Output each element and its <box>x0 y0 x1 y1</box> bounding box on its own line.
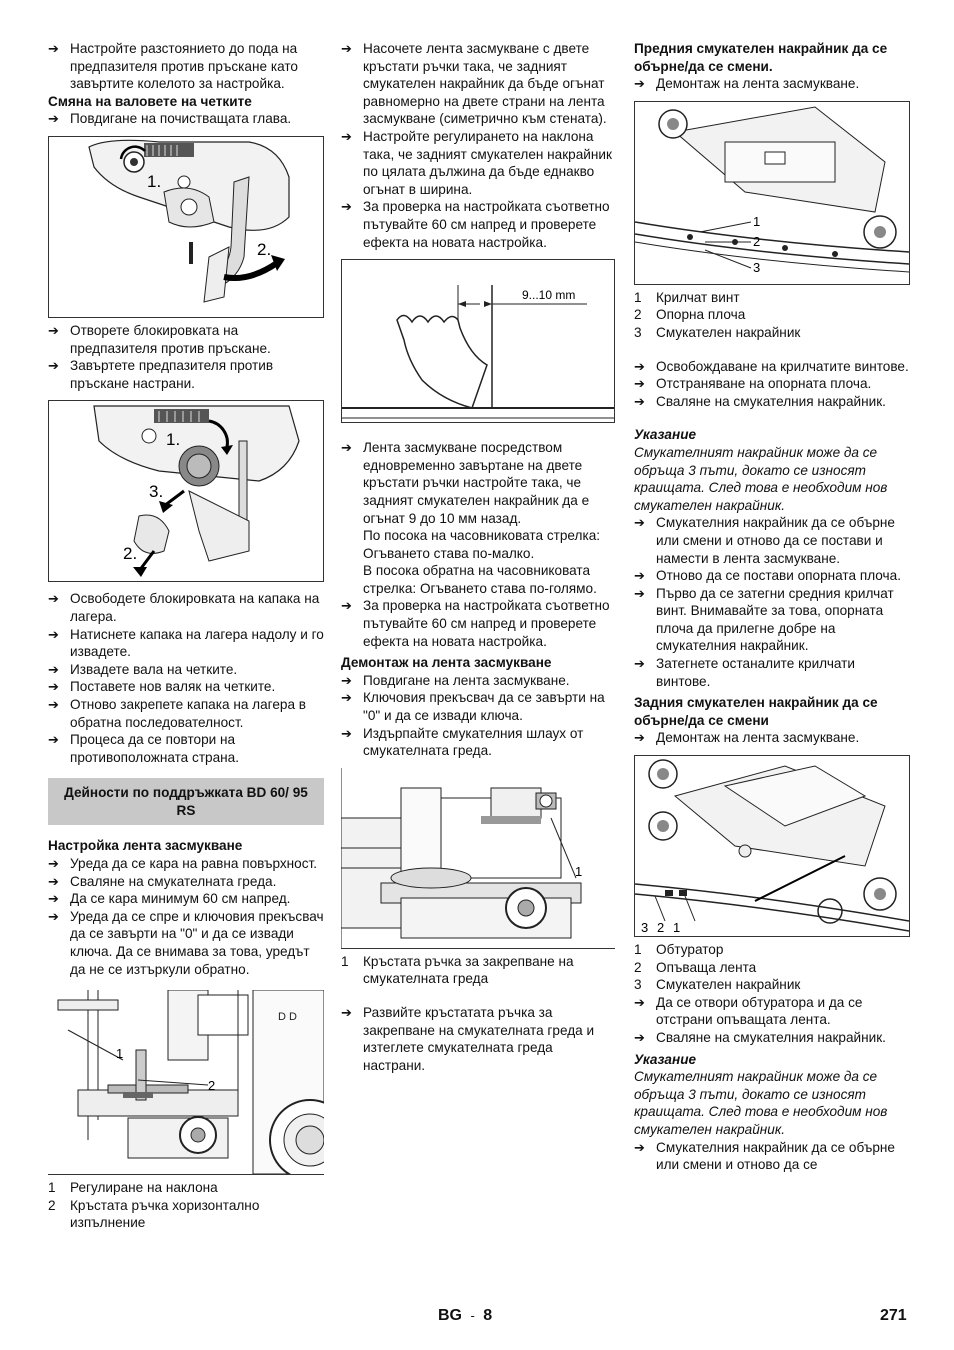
legend-item: 2 Опъваща лента <box>634 959 757 975</box>
step-unscrew-knob: ➔ Развийте кръстатата ръчка за закрепване на смукателната греда и изтеглете смукателната греда настрани. <box>341 1004 615 1074</box>
note-heading: Указание <box>634 1051 697 1067</box>
step-adjust-tilt: ➔ Настройте регулирането на наклона така, че задният смукателен накрайник по цялата дължина да бъде еднакво огънат в ширина. <box>341 128 615 198</box>
figure-tilt-adjust <box>48 990 324 1175</box>
legend-front-lip <box>634 289 910 342</box>
step-turn-lip-2: ➔ Смукателния накрайник да се обърне или смени и отново да се <box>634 1139 910 1174</box>
legend-item: 1 Обтуратор <box>634 942 724 958</box>
dimension-label: 9...10 mm <box>522 288 576 303</box>
step-remove-roller: ➔ Извадете вала на четките. <box>48 661 324 679</box>
footer-language-page <box>438 1307 492 1325</box>
figure-lip-deflection <box>341 259 615 423</box>
step-tighten-middle: ➔ Първо да се затегни средния крилчат винт. Внимавайте за това, опорната плоча да прилегне добре на смукателния накрайник. <box>634 585 910 655</box>
note-text: Смукателният накрайник може да се обръща 3 пъти, докато се износят краищата. След това е необходим нов смукателен накрайник. <box>634 444 888 513</box>
heading-front-lip: Предния смукателен накрайник да се обърне/да се смени. <box>634 41 888 74</box>
step-tighten-rest: ➔ Затегнете останалите крилчати винтове. <box>634 655 910 690</box>
figure-label-2: 2. <box>123 544 138 564</box>
figure-bearing-cover <box>48 400 324 582</box>
svg-text:D D: D D <box>278 1011 297 1024</box>
legend-rear-lip <box>634 941 910 994</box>
counterclockwise-note: В посока обратна на часовниковата стрелка: Огъването става по-голямо. <box>363 563 597 596</box>
step-rotate-knobs: ➔ Лента засмукване посредством едновременно завъртане на двете кръстати ръчки настройте така, че задният смукателен накрайник да е огънат 9 до 10 мм назад. <box>341 439 615 527</box>
heading-brush-rollers: Смяна на валовете на четките <box>48 93 252 109</box>
step-key-off: ➔ Ключовия прекъсвач да се завърти на "0" и да се извади ключа. <box>341 689 615 724</box>
heading-dismount-squeegee: Демонтаж на лента засмукване <box>341 655 552 671</box>
legend-item: 3 Смукателен накрайник <box>634 324 801 340</box>
note-heading: Указание <box>634 427 697 443</box>
step-open-shutter: ➔ Да се отвори обтуратора и да се отстрани опъващата лента. <box>634 994 910 1029</box>
figure-label-1: 1. <box>147 171 162 191</box>
footer-section-num: 8 <box>483 1307 493 1324</box>
legend-item: 3 Смукателен накрайник <box>634 977 801 993</box>
step-repeat: ➔ Процеса да се повтори на противоположната страна. <box>48 731 324 766</box>
figure-front-lip <box>634 101 910 285</box>
step-press-cover: ➔ Натиснете капака на лагера надолу и го извадете. <box>48 626 324 661</box>
figure-label-2: 2 <box>208 1078 216 1094</box>
step-dismount-1: ➔ Демонтаж на лента засмукване. <box>634 75 910 93</box>
legend-item: 2 Кръстата ръчка хоризонтално изпълнение <box>48 1197 260 1231</box>
figure-label-2: 2. <box>257 239 272 259</box>
step-dismount-2: ➔ Демонтаж на лента засмукване. <box>634 729 910 747</box>
legend-item: 1 Кръстата ръчка за закрепване на смукателната греда <box>341 953 574 987</box>
step-flat-surface: ➔ Уреда да се кара на равна повърхност. <box>48 855 324 873</box>
step-raise-head: ➔ Повдигане на почистващата глава. <box>48 110 324 128</box>
section-box-maintenance: Дейности по поддръжката BD 60/ 95 RS <box>48 778 324 825</box>
page-number: 271 <box>880 1307 907 1324</box>
step-remove-lip: ➔ Сваляне на смукателния накрайник. <box>634 393 910 411</box>
figure-rear-lip <box>634 755 910 937</box>
figure-star-knob <box>341 768 615 949</box>
step-stop-key: ➔ Уреда да се спре и ключовия прекъсвач да се завърти на "0" и да се извади ключа. Да се внимава за това, уредът да не се изтъркули обратно. <box>48 908 324 978</box>
note-text: Смукателният накрайник може да се обръща 3 пъти, докато се износят краищата. След това е необходим нов смукателен накрайник. <box>634 1069 888 1137</box>
step-remove-plate: ➔ Отстраняване на опорната плоча. <box>634 375 910 393</box>
figure-label-2: 2 <box>657 920 665 936</box>
step-align-squeegee: ➔ Насочете лента засмукване с двете кръстати ръчки така, че задният смукателен накрайник да бъде огънат равномерно на двете страни на лента засмукване (симетрично към стената). <box>341 40 615 128</box>
figure-label-3: 3 <box>641 920 649 936</box>
figure-label-1: 1 <box>575 863 583 879</box>
legend-item: 1 Крилчат винт <box>634 289 740 305</box>
legend-star-knob <box>341 953 615 988</box>
step-adjust-splash-guard: ➔ Настройте разстоянието до пода на предпазителя против пръскане като завъртите колелото за настройка. <box>48 40 324 93</box>
step-check-setting-2: ➔ За проверка на настройката съответно пътувайте 60 см напред и проверете ефекта на новата настройка. <box>341 597 615 650</box>
legend-tilt <box>48 1179 324 1232</box>
heading-rear-lip: Задния смукателен накрайник да се обърне/да се смени <box>634 695 878 728</box>
column-1 <box>48 40 324 1232</box>
figure-label-1: 1 <box>673 920 681 936</box>
step-insert-roller: ➔ Поставете нов валяк на четките. <box>48 678 324 696</box>
step-raise-squeegee: ➔ Повдигане на лента засмукване. <box>341 672 615 690</box>
step-turn-lip: ➔ Смукателния накрайник да се обърне или смени и отново да се постави и намести в лента засмукване. <box>634 514 910 567</box>
figure-splash-guard <box>48 136 324 318</box>
step-remove-beam: ➔ Сваляне на смукателната греда. <box>48 873 324 891</box>
step-open-lock: ➔ Отворете блокировката на предпазителя против пръскане. <box>48 322 324 357</box>
figure-label-1: 1 <box>753 213 761 229</box>
footer-sep: - <box>470 1308 475 1323</box>
figure-label-1: 1 <box>116 1046 124 1062</box>
step-check-setting: ➔ За проверка на настройката съответно пътувайте 60 см напред и проверете ефекта на новата настройка. <box>341 198 615 251</box>
figure-label-2: 2 <box>753 233 761 249</box>
step-rotate-guard: ➔ Завъртете предпазителя против пръскане настрани. <box>48 357 324 392</box>
footer-lang: BG <box>438 1307 462 1324</box>
step-drive-60cm: ➔ Да се кара минимум 60 см напред. <box>48 890 324 908</box>
clockwise-note: По посока на часовниковата стрелка: Огъването става по-малко. <box>363 528 601 561</box>
heading-squeegee-adjust: Настройка лента засмукване <box>48 838 243 854</box>
figure-label-1: 1. <box>166 430 181 450</box>
column-3 <box>634 40 910 1174</box>
step-release-cover-lock: ➔ Освободете блокировката на капака на лагера. <box>48 590 324 625</box>
step-remove-lip-2: ➔ Сваляне на смукателния накрайник. <box>634 1029 910 1047</box>
legend-item: 1 Регулиране на наклона <box>48 1180 218 1196</box>
step-replace-plate: ➔ Отново да се постави опорната плоча. <box>634 567 910 585</box>
step-loosen-wing-screws: ➔ Освобождаване на крилчатите винтове. <box>634 358 910 376</box>
legend-item: 2 Опорна плоча <box>634 307 746 323</box>
step-refasten-cover: ➔ Отново закрепете капака на лагера в обратна последователност. <box>48 696 324 731</box>
column-2 <box>341 40 615 1074</box>
step-pull-hose: ➔ Издърпайте смукателния шлаух от смукателната греда. <box>341 725 615 760</box>
figure-label-3: 3. <box>149 482 164 502</box>
figure-label-3: 3 <box>753 259 761 275</box>
